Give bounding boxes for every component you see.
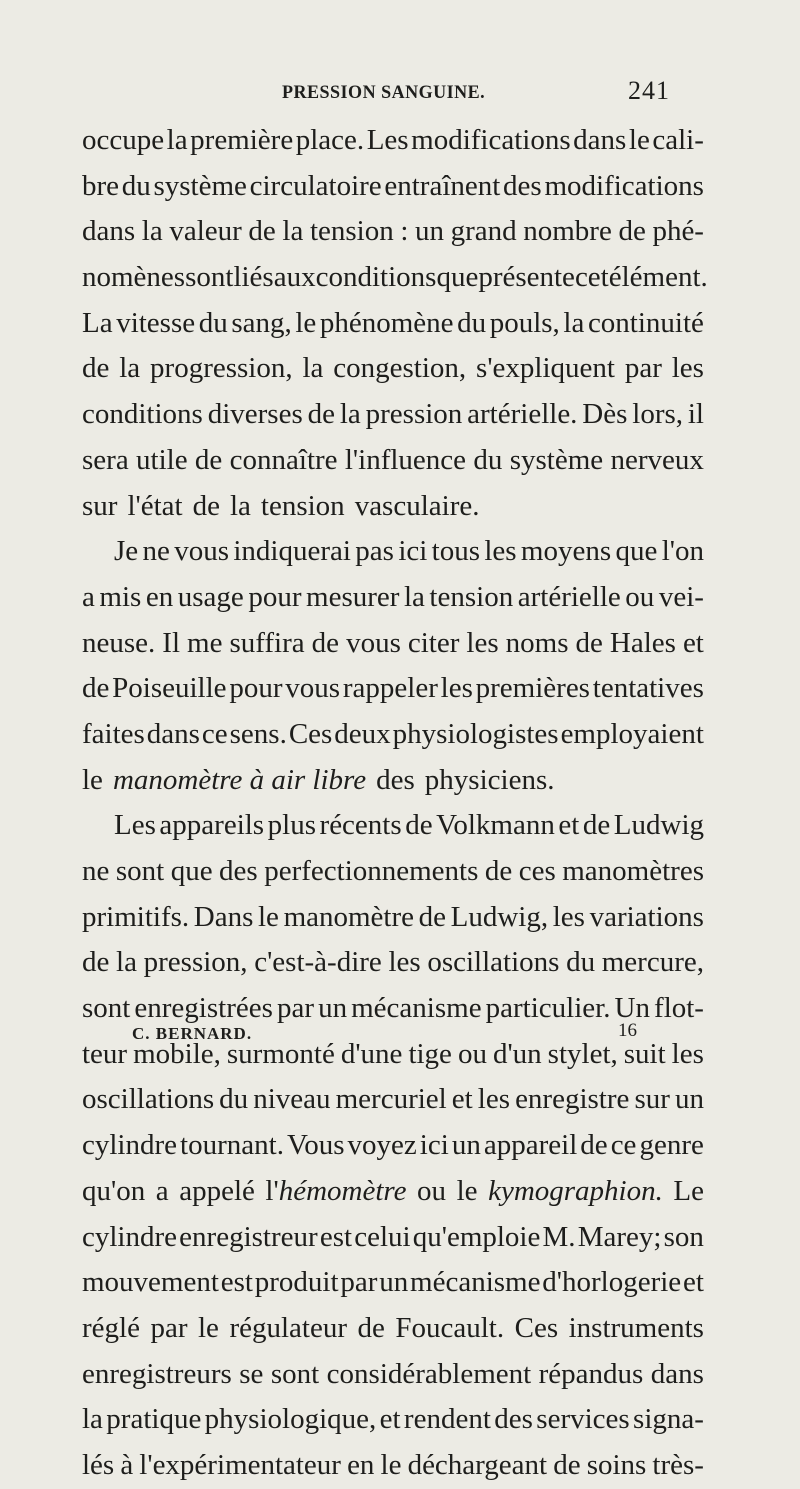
word: réglé	[82, 1311, 140, 1344]
word: qu'emploie	[412, 1220, 541, 1253]
italic-term-kymographion: kymographion.	[488, 1174, 663, 1207]
word: ces	[518, 855, 556, 887]
word: noms	[505, 626, 569, 659]
text-line	[82, 712, 704, 758]
word: son	[663, 1220, 704, 1253]
word: de	[248, 215, 276, 248]
word: sont	[270, 1357, 320, 1390]
word: Vous	[286, 1129, 345, 1162]
word: des	[219, 855, 258, 887]
word: mercuriel	[335, 1083, 447, 1116]
word: et	[379, 1403, 401, 1436]
word: les	[477, 1083, 510, 1116]
word: et	[451, 1083, 473, 1116]
running-head: PRESSION SANGUINE.	[282, 82, 486, 103]
word: la	[119, 352, 141, 385]
word: du	[566, 946, 596, 979]
word: a	[82, 580, 95, 613]
word: phénomène	[319, 306, 454, 339]
word: de	[194, 443, 223, 476]
word: soins	[586, 1448, 647, 1481]
word: indiquerai	[233, 535, 351, 568]
word: mercure,	[601, 946, 704, 979]
word: vous	[346, 626, 401, 659]
word: cali-	[652, 124, 704, 156]
word: de	[307, 398, 335, 431]
word: grand	[450, 215, 517, 248]
word: le	[198, 1311, 219, 1344]
word: dans	[146, 717, 200, 750]
word: congestion,	[333, 352, 467, 385]
word: que	[170, 855, 213, 887]
word: qu'on	[82, 1174, 146, 1207]
word: pouls,	[489, 306, 560, 339]
word: ou	[457, 1037, 487, 1070]
word: de	[357, 1311, 385, 1344]
text-line	[82, 392, 704, 438]
word: de	[553, 1448, 581, 1481]
word: s'expliquent	[476, 352, 615, 385]
word: Dans	[193, 900, 254, 933]
word: stylet,	[547, 1037, 618, 1070]
word: nombre	[523, 215, 612, 248]
text-line	[82, 1352, 704, 1398]
word: de	[82, 672, 110, 705]
word: un	[379, 1266, 409, 1299]
word: mis	[99, 580, 142, 613]
word: moyens	[520, 535, 612, 568]
word: ne	[142, 535, 170, 568]
word: Poiseuille	[112, 672, 227, 705]
word: et	[683, 1266, 704, 1299]
word: Foucault.	[395, 1311, 505, 1344]
word: en	[145, 580, 174, 613]
word: du	[121, 169, 151, 202]
word: les	[484, 535, 517, 568]
word: de	[192, 489, 220, 522]
word: signa-	[633, 1403, 704, 1436]
word: sur	[634, 1083, 670, 1116]
word: répandus	[538, 1357, 644, 1390]
word: plus	[267, 809, 316, 842]
word: diverses	[207, 398, 303, 431]
word: nerveux	[610, 443, 704, 476]
word: cylindre	[82, 1129, 178, 1162]
word: récents	[319, 809, 402, 842]
word: l'état	[127, 489, 183, 522]
word: sang,	[231, 306, 292, 339]
word: enregistrées	[134, 992, 273, 1025]
text-line	[82, 438, 704, 484]
text-line	[82, 803, 704, 849]
word: régulateur	[229, 1311, 347, 1344]
word: enregistreur	[179, 1220, 318, 1253]
word: ce	[610, 1129, 637, 1162]
word: par	[340, 1266, 378, 1299]
word: sont	[115, 855, 165, 887]
word: faites	[82, 717, 145, 750]
word: élément.	[608, 261, 708, 294]
word: continuité	[587, 306, 704, 339]
word: pression	[365, 398, 463, 431]
text-line	[82, 164, 704, 210]
word: Marey;	[577, 1220, 662, 1253]
word: La	[82, 306, 113, 339]
word: pas	[355, 535, 394, 568]
word: Ces	[288, 717, 333, 750]
word: Dès	[582, 398, 628, 431]
word: entraînent	[384, 169, 501, 202]
word: Ces	[514, 1311, 559, 1344]
text-line	[82, 301, 704, 347]
text-line	[82, 1169, 704, 1215]
word: de	[82, 352, 110, 385]
word: teur	[82, 1037, 128, 1070]
word: primitifs.	[82, 900, 190, 933]
word: me	[187, 626, 223, 659]
word: la	[82, 1403, 103, 1436]
word: ou	[625, 580, 655, 613]
word: du	[219, 1083, 249, 1116]
word: Ludwig	[613, 809, 704, 842]
word: se	[239, 1357, 264, 1390]
word: suit	[623, 1037, 666, 1070]
word: mécanisme	[351, 992, 482, 1025]
word: Ludwig,	[450, 900, 549, 933]
word: tige	[408, 1037, 452, 1070]
word: un	[415, 215, 444, 248]
word: mobile,	[133, 1037, 221, 1070]
word: un	[451, 1129, 481, 1162]
word: M.	[542, 1220, 576, 1253]
word: sont	[185, 261, 234, 294]
word: tension	[309, 215, 394, 248]
word: ce	[201, 717, 228, 750]
text-line	[82, 484, 704, 530]
word: dans	[573, 124, 627, 156]
word: il	[687, 398, 704, 431]
word: de	[418, 900, 447, 933]
word: est	[220, 1266, 253, 1299]
word: l'expérimentateur	[139, 1448, 341, 1481]
word: conditions	[82, 398, 203, 431]
word: vous	[285, 672, 341, 705]
word: première	[190, 124, 294, 156]
word: suffira	[229, 626, 305, 659]
word: lors,	[632, 398, 684, 431]
word: modifications	[544, 169, 704, 202]
word: rendent	[403, 1403, 491, 1436]
italic-term-manometre: manomètre à air libre	[112, 763, 367, 796]
word: appareil	[483, 1129, 578, 1162]
word: liés	[233, 261, 274, 294]
word: genre	[639, 1129, 704, 1162]
word: Je	[114, 535, 139, 568]
word: la	[141, 215, 163, 248]
text-line	[82, 209, 704, 255]
word: la	[166, 124, 188, 156]
word: dans	[82, 215, 136, 248]
word: surmonté	[226, 1037, 335, 1070]
word: bre	[82, 169, 120, 202]
word	[265, 1169, 406, 1215]
word: neuse.	[82, 626, 156, 659]
word: a	[155, 1174, 169, 1207]
word: variations	[589, 900, 704, 933]
word: artérielle	[517, 580, 621, 613]
text-line	[82, 529, 704, 575]
word: voyez	[347, 1129, 417, 1162]
word: pression,	[143, 946, 248, 979]
text-line	[82, 1215, 704, 1261]
word: sont	[82, 992, 131, 1025]
word: vei-	[658, 580, 704, 613]
word: tournant.	[180, 1129, 284, 1162]
sheet-number: 16	[618, 1020, 637, 1041]
word: enregistre	[515, 1083, 630, 1116]
word: Le	[673, 1174, 704, 1207]
word: rappeler	[342, 672, 438, 705]
word: manomètre	[283, 900, 415, 933]
word: le	[258, 900, 279, 933]
word: services	[536, 1403, 630, 1436]
word: oscillations	[82, 1083, 215, 1116]
word: employaient	[560, 717, 704, 750]
word: par	[150, 1311, 188, 1344]
word: celui	[354, 1220, 411, 1253]
word: appareils	[159, 809, 265, 842]
text-line	[82, 1397, 704, 1443]
word: physiologistes	[392, 717, 559, 750]
word: les	[671, 1037, 704, 1070]
word: présente	[478, 261, 575, 294]
word: enregistreurs	[82, 1357, 232, 1390]
text-line	[82, 849, 704, 895]
word: vitesse	[116, 306, 196, 339]
word: Les	[114, 809, 156, 842]
text-line	[82, 346, 704, 392]
word: de	[484, 855, 513, 887]
word: de	[405, 809, 433, 842]
page-number: 241	[628, 76, 670, 105]
word: usage	[177, 580, 244, 613]
word: lés	[82, 1448, 115, 1481]
word: d'horlogerie	[542, 1266, 682, 1299]
word: les	[388, 946, 421, 979]
word: de	[311, 626, 340, 659]
word: de	[618, 215, 646, 248]
word: phé-	[652, 215, 704, 248]
word: considérablement	[326, 1357, 532, 1390]
word: Un	[614, 992, 650, 1025]
word: à	[120, 1448, 134, 1481]
word: circulatoire	[249, 169, 382, 202]
word: de	[580, 1129, 608, 1162]
word: ne	[82, 855, 110, 887]
text-line	[82, 940, 704, 986]
word: que	[615, 535, 658, 568]
word: mouvement	[82, 1266, 219, 1299]
word: vasculaire.	[354, 489, 480, 522]
word: par	[624, 352, 662, 385]
word: de	[575, 626, 603, 659]
word: et	[682, 626, 704, 659]
word: et	[558, 809, 580, 842]
word: de	[582, 809, 611, 842]
word: artérielle.	[467, 398, 578, 431]
word: ici	[419, 1129, 449, 1162]
word: pour	[248, 580, 302, 613]
word: très-	[652, 1448, 704, 1481]
word: un	[318, 992, 348, 1025]
word: flot-	[654, 992, 704, 1025]
text-line	[82, 621, 704, 667]
article-l: l'	[265, 1174, 279, 1207]
signature-mark: C. BERNARD.	[132, 1024, 253, 1043]
text-line	[82, 758, 704, 804]
word: Les	[366, 124, 409, 156]
word: sera	[82, 443, 129, 476]
text-line	[82, 1077, 704, 1123]
word: instruments	[568, 1311, 704, 1344]
word: la	[229, 489, 251, 522]
word: les	[466, 626, 499, 659]
word: système	[153, 169, 247, 202]
word: des	[494, 1403, 533, 1436]
word: premières	[475, 672, 590, 705]
word: nomènes	[82, 261, 186, 294]
word: connaître	[229, 443, 338, 476]
word: des	[503, 169, 542, 202]
word: mesurer	[306, 580, 400, 613]
word: aux	[273, 261, 316, 294]
word: système	[509, 443, 604, 476]
word: par	[276, 992, 314, 1025]
word: appelé	[179, 1174, 255, 1207]
word: la	[403, 580, 425, 613]
word: la	[563, 306, 585, 339]
word: les	[671, 352, 704, 385]
word: vous	[174, 535, 230, 568]
word: physiologique,	[204, 1403, 377, 1436]
text-line	[82, 666, 704, 712]
body-text	[82, 118, 708, 1489]
text-line	[82, 255, 708, 301]
word: pour	[229, 672, 283, 705]
word: les	[440, 672, 473, 705]
word: sur	[82, 489, 118, 522]
word: niveau	[253, 1083, 331, 1116]
word: Il	[162, 626, 181, 659]
word: tension	[260, 489, 345, 522]
text-line	[82, 1123, 704, 1169]
text-line	[82, 1306, 704, 1352]
word: du	[473, 443, 503, 476]
word: sens.	[229, 717, 287, 750]
text-line	[82, 1443, 704, 1489]
word: cylindre	[82, 1220, 178, 1253]
word: citer	[407, 626, 460, 659]
word: conditions	[315, 261, 437, 294]
word: le	[295, 306, 317, 339]
word: oscillations	[427, 946, 560, 979]
word: valeur	[169, 215, 242, 248]
word: cet	[574, 261, 609, 294]
word: est	[319, 1220, 353, 1253]
text-line	[82, 1260, 704, 1306]
word: déchargeant	[407, 1448, 548, 1481]
word: l'on	[661, 535, 704, 568]
word: les	[552, 900, 585, 933]
word: le	[380, 1448, 402, 1481]
word: un	[674, 1083, 704, 1116]
word: des	[376, 763, 415, 796]
word: de	[82, 946, 110, 979]
italic-term-hemometre: hémomètre	[278, 1174, 407, 1207]
text-line	[82, 895, 704, 941]
word: la	[116, 946, 137, 979]
word: la	[302, 352, 324, 385]
word: le	[628, 124, 650, 156]
word: ou	[417, 1174, 447, 1207]
word: c'est-à-dire	[254, 946, 382, 979]
word: place.	[295, 124, 365, 156]
word: modifications	[411, 124, 571, 156]
word: Hales	[609, 626, 676, 659]
word: deux	[334, 717, 391, 750]
word: ici	[398, 535, 428, 568]
word: tous	[431, 535, 480, 568]
word: le	[456, 1174, 478, 1207]
word: tension	[429, 580, 514, 613]
word: utile	[136, 443, 188, 476]
word: en	[347, 1448, 375, 1481]
word: Volkmann	[436, 809, 555, 842]
text-line	[82, 118, 704, 164]
word: perfectionnements	[264, 855, 479, 887]
word: le	[82, 763, 103, 796]
word: du	[457, 306, 487, 339]
text-line	[82, 575, 704, 621]
word: pratique	[106, 1403, 202, 1436]
word: du	[198, 306, 228, 339]
word: :	[400, 215, 409, 248]
word: occupe	[82, 124, 165, 156]
word: progression,	[150, 352, 293, 385]
word: que	[436, 261, 479, 294]
word: physiciens.	[424, 763, 555, 796]
word: la	[339, 398, 361, 431]
word: produit	[254, 1266, 339, 1299]
word: tentatives	[592, 672, 704, 705]
word: d'une	[340, 1037, 403, 1070]
word: dans	[650, 1357, 704, 1390]
word: la	[282, 215, 304, 248]
word: d'un	[492, 1037, 542, 1070]
word: particulier.	[485, 992, 611, 1025]
word: mécanisme	[410, 1266, 541, 1299]
word: manomètres	[562, 855, 704, 887]
word: l'influence	[344, 443, 467, 476]
